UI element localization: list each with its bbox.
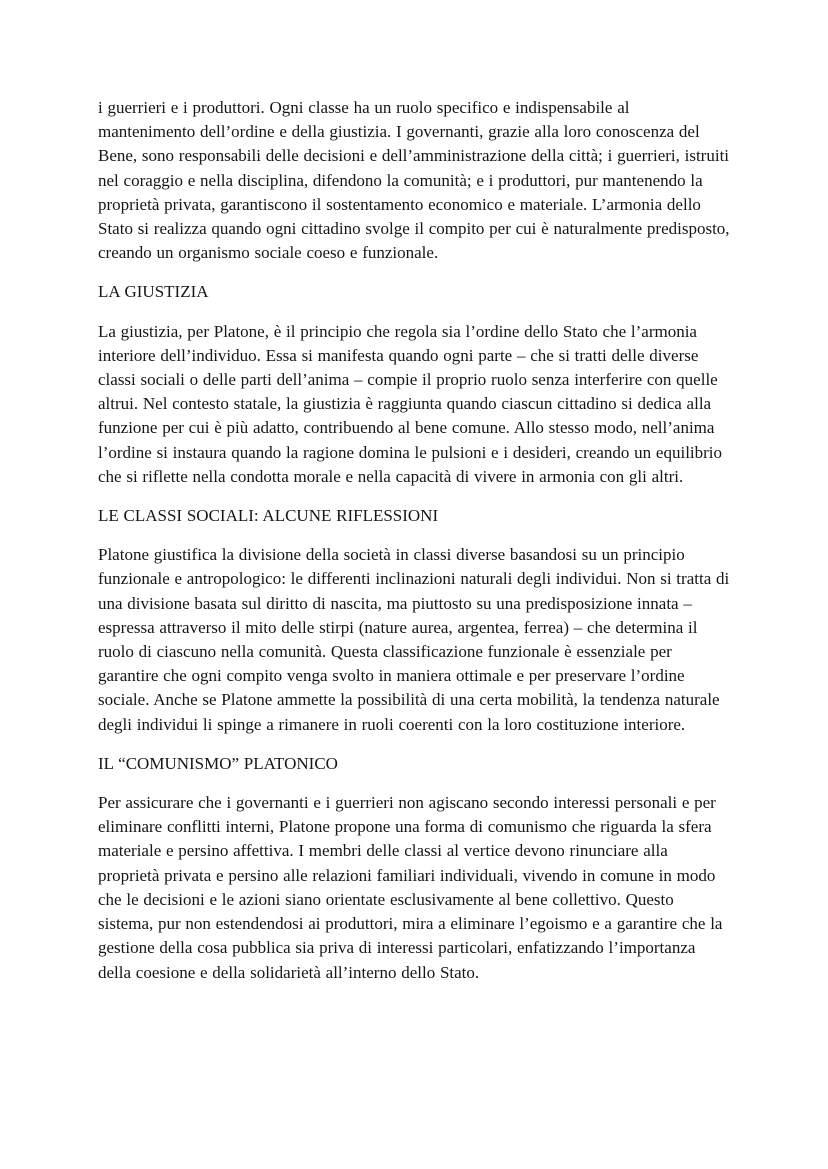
section-heading-il-comunismo-platonico: IL “COMUNISMO” PLATONICO	[98, 753, 338, 773]
paragraph-il-comunismo-platonico: Per assicurare che i governanti e i guerrieri non agiscano secondo interessi personali e per eliminare conflitti interni, Platone propone una forma di comunismo che riguarda la sfera materiale e persino affettiva. I membri delle classi al vertice devono rinunciare alla proprietà privata e persino alle relazioni familiari individuali, vivendo in comune in modo che le decisioni e le azioni siano orientate esclusivamente al bene collettivo. Questo sistema, pur non estendendosi ai produttori, mira a eliminare l’egoismo e a garantire che la gestione della cosa pubblica sia priva di interessi particolari, enfatizzando l’importanza della coesione e della solidarietà all’interno dello Stato.	[98, 793, 723, 982]
paragraph-le-classi-sociali: Platone giustifica la divisione della società in classi diverse basandosi su un principio funzionale e antropologico: le differenti inclinazioni naturali degli individui. Non si tratta di una divisione basata sul diritto di nascita, ma piuttosto su una predisposizione innata – espressa attraverso il mito delle stirpi (nature aurea, argentea, ferrea) – che determina il ruolo di ciascuno nella comunità. Questa classificazione funzionale è essenziale per garantire che ogni compito venga svolto in maniera ottimale e per preservare l’ordine sociale. Anche se Platone ammette la possibilità di una certa mobilità, la tendenza naturale degli individui li spinge a rimanere in ruoli coerenti con la loro costituzione interiore.	[98, 545, 730, 734]
paragraph-la-giustizia: La giustizia, per Platone, è il principio che regola sia l’ordine dello Stato che l’armonia interiore dell’individuo. Essa si manifesta quando ogni parte – che si tratti delle diverse classi sociali o delle parti dell’anima – compie il proprio ruolo senza interferire con quelle altrui. Nel contesto statale, la giustizia è raggiunta quando ciascun cittadino si dedica alla funzione per cui è più adatto, contribuendo al bene comune. Allo stesso modo, nell’anima l’ordine si instaura quando la ragione domina le pulsioni e i desideri, creando un equilibrio che si riflette nella condotta morale e nella capacità di vivere in armonia con gli altri.	[98, 321, 723, 486]
paragraph-continuation: i guerrieri e i produttori. Ogni classe ha un ruolo specifico e indispensabile al mantenimento dell’ordine e della giustizia. I governanti, grazie alla loro conoscenza del Bene, sono responsabili delle decisioni e dell’amministrazione della città; i guerrieri, istruiti nel coraggio e nella disciplina, difendono la comunità; e i produttori, pur mantenendo la proprietà privata, garantiscono il sostentamento economico e materiale. L’armonia dello Stato si realizza quando ogni cittadino svolge il compito per cui è naturalmente predisposto, creando un organismo sociale coeso e funzionale.	[98, 98, 730, 263]
section-heading-la-giustizia: LA GIUSTIZIA	[98, 282, 209, 302]
document-content	[98, 96, 731, 985]
section-heading-le-classi-sociali: LE CLASSI SOCIALI: ALCUNE RIFLESSIONI	[98, 506, 439, 526]
